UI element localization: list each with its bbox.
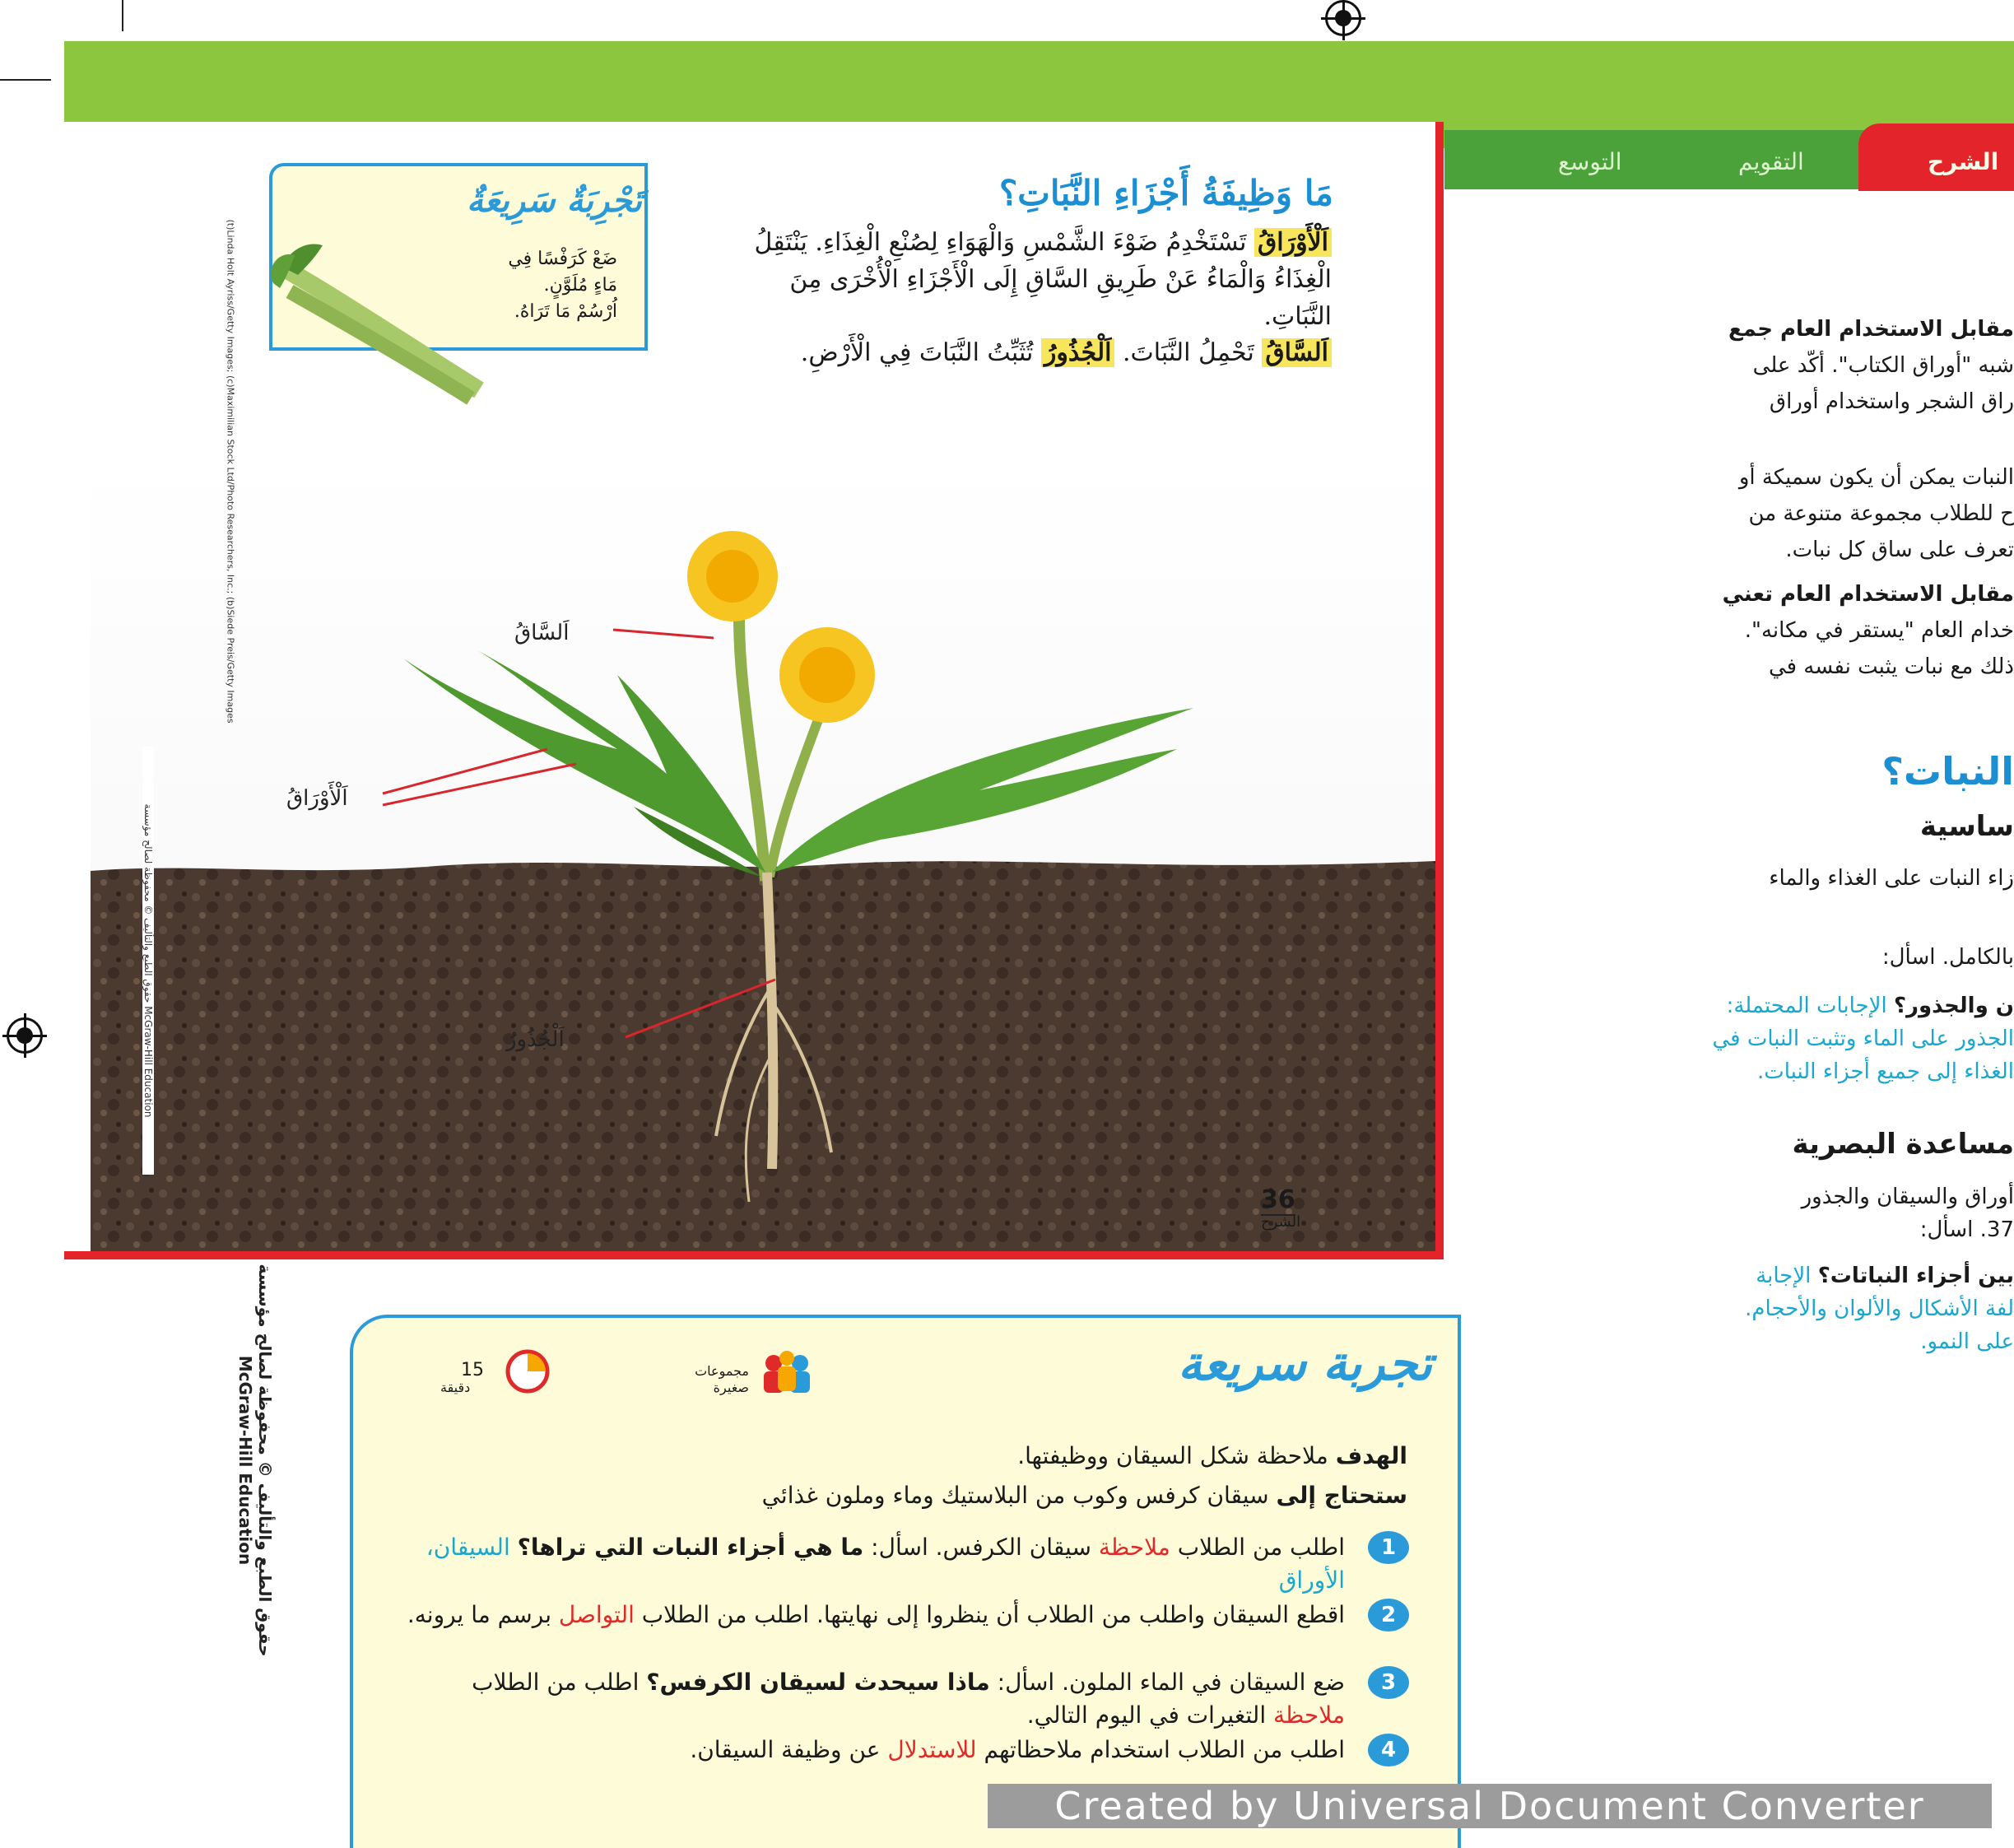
teacher-q-6: ن والجذور؟ xyxy=(1893,994,2014,1018)
step-2 xyxy=(407,1599,1409,1664)
teacher-para-7-line-2: 37. اسأل: xyxy=(1919,1217,2014,1242)
step-1-number: 1 xyxy=(1368,1531,1409,1564)
teacher-heading-main: النبات؟ xyxy=(1881,749,2014,794)
teacher-q-8: بين أجزاء النباتات؟ xyxy=(1817,1264,2014,1288)
teacher-para-4: زاء النبات على الغذاء والماء xyxy=(1769,866,2014,891)
step-1-text xyxy=(415,1531,1345,1597)
teacher-para-3-line-3: ذلك مع نبات يثبت نفسه في xyxy=(1768,654,2014,679)
page-section-label: الشرح xyxy=(1261,1213,1301,1231)
term-leaves: اَلْأَوْرَاقُ xyxy=(1254,228,1332,257)
step-1-answer: السيقان، الأوراق xyxy=(426,1534,1345,1594)
label-roots: اَلْجُذُورُ xyxy=(506,1027,565,1052)
side-copyright: حقوق الطبع والتأليف © محفوظة لصالح مؤسسة McGraw-Hill Education xyxy=(235,1264,275,1657)
crop-mark xyxy=(122,0,123,31)
step-3-skill: ملاحظة xyxy=(1273,1701,1345,1729)
roots-text: تُثَبِّتُ النَّبَاتَ فِي الْأَرْضِ. xyxy=(800,338,1041,367)
teacher-para-8 xyxy=(1547,1259,2014,1358)
paragraph-leaves xyxy=(741,224,1332,335)
small-groups-label-line-1: مجموعات xyxy=(695,1363,749,1379)
step-2-number: 2 xyxy=(1368,1599,1409,1632)
student-page-copyright: حقوق الطبع والتأليف © محفوظة لصالح مؤسسة McGraw-Hill Education xyxy=(142,747,154,1175)
teacher-a-6-line-3: الغذاء إلى جميع أجزاء النبات. xyxy=(1756,1059,2014,1084)
registration-mark-icon xyxy=(7,1017,43,1054)
teacher-para-7-line-1: أوراق والسيقان والجذور xyxy=(1801,1185,2014,1209)
teacher-a-8-line-3: على النمو. xyxy=(1920,1329,2014,1354)
step-4-text xyxy=(415,1734,1345,1767)
step-3 xyxy=(412,1666,1409,1732)
step-2-part-b: برسم ما يرونه. xyxy=(407,1601,559,1628)
teacher-para-3-line-2: خدام العام "يستقر في مكانه". xyxy=(1744,618,2014,643)
teacher-para-1-line-2: شبه "أوراق الكتاب". أكّد على xyxy=(1752,353,2014,378)
teacher-para-1-line-1: مقابل الاستخدام العام جمع xyxy=(1728,317,2014,342)
step-2-part-a: اقطع السيقان واطلب من الطلاب أن ينظروا إلى نهايتها. اطلب من الطلاب xyxy=(634,1601,1345,1628)
step-2-skill: التواصل xyxy=(558,1601,635,1628)
step-3-part-a: ضع السيقان في الماء الملون. اسأل: xyxy=(989,1669,1345,1696)
stem-text: تَحْمِلُ النَّبَاتَ. xyxy=(1114,338,1263,367)
teacher-para-6 xyxy=(1547,989,2014,1088)
registration-mark-icon xyxy=(1325,0,1361,36)
photo-credit: (t)Linda Holt Ayriss/Getty Images; (c)Maximilian Stock Ltd/Photo Researchers, Inc.; (b)Siede Preis/Getty Images xyxy=(225,219,236,724)
step-4-skill: للاستدلال xyxy=(887,1736,977,1763)
step-4-part-b: عن وظيفة السيقان. xyxy=(690,1736,888,1763)
goal-text: ملاحظة شكل السيقان ووظيفتها. xyxy=(1017,1442,1336,1469)
timer-icon xyxy=(498,1348,557,1394)
step-3-text xyxy=(415,1666,1345,1732)
quick-experiment-mini-line-2: مَاءٍ مُلَوَّنٍ. xyxy=(543,275,617,296)
crop-mark xyxy=(0,79,51,81)
small-groups-label xyxy=(650,1363,749,1396)
small-groups-icon xyxy=(757,1350,816,1396)
paragraph-stem-roots xyxy=(741,334,1332,372)
tab-evaluate[interactable]: التقويم xyxy=(1738,148,1804,175)
step-1-skill: ملاحظة xyxy=(1098,1534,1170,1561)
teacher-a-6-line-2: الجذور على الماء وتثبت النبات في xyxy=(1712,1026,2014,1051)
time-value: 15 xyxy=(461,1360,484,1380)
quick-experiment-mini-line-3: اُرْسُمْ مَا تَرَاهُ. xyxy=(514,301,617,322)
teacher-a-6-line-1: الإجابات المحتملة: xyxy=(1726,994,1887,1018)
materials-line xyxy=(428,1482,1407,1509)
label-leaves: اَلْأَوْرَاقُ xyxy=(286,786,348,811)
time-unit: دقيقة xyxy=(440,1380,471,1395)
page-number: 36 xyxy=(1261,1185,1295,1214)
step-3-part-b: التغيرات في اليوم التالي. xyxy=(1026,1701,1273,1729)
term-roots: اَلْجُذُورُ xyxy=(1041,338,1115,367)
paragraph-leaves-text: تَسْتَخْدِمُ ضَوْءَ الشَّمْسِ وَالْهَوَاءِ لِصُنْعِ الْغِذَاءِ. يَنْتَقِلُ الْغِذَاءُ وَالْمَاءُ عَنْ طَرِيقِ السَّاقِ إِلَى الْأَجْزَاءِ الْأُخْرَى مِنَ النَّبَاتِ. xyxy=(754,228,1332,331)
goal-line xyxy=(428,1442,1407,1469)
small-groups-label-line-2: صغيرة xyxy=(713,1380,749,1395)
step-3-question: ماذا سيحدث لسيقان الكرفس؟ xyxy=(646,1669,990,1696)
step-3-number: 3 xyxy=(1368,1666,1409,1699)
step-4-number: 4 xyxy=(1368,1734,1409,1767)
page-title: مَا وَظِيفَةُ أَجْزَاءِ النَّبَاتِ؟ xyxy=(999,173,1333,213)
materials-text: سيقان كرفس وكوب من البلاستيك وماء وملون غذائي xyxy=(761,1482,1277,1509)
step-1-question: ما هي أجزاء النبات التي تراها؟ xyxy=(517,1534,864,1561)
teacher-para-7 xyxy=(1547,1180,2014,1246)
quick-experiment-title: تجربة سريعة xyxy=(1178,1335,1432,1391)
teacher-para-3 xyxy=(1547,576,2014,685)
step-2-text xyxy=(390,1599,1345,1632)
teacher-heading-visual: مساعدة البصرية xyxy=(1792,1128,2014,1161)
tab-explain[interactable]: الشرح xyxy=(1928,148,1999,175)
teacher-para-1-line-3: راق الشجر واستخدام أوراق xyxy=(1769,389,2014,414)
materials-label: ستحتاج إلى xyxy=(1276,1482,1407,1509)
tab-extend[interactable]: التوسع xyxy=(1558,148,1622,175)
label-stem: اَلسَّاقُ xyxy=(514,621,570,645)
quick-experiment-mini-line-1: ضَعْ كَرَفْسًا فِي xyxy=(508,249,617,269)
teacher-heading-sub: ساسية xyxy=(1919,810,2014,843)
teacher-para-2-line-3: تعرف على ساق كل نبات. xyxy=(1785,538,2014,562)
converter-watermark: Created by Universal Document Converter xyxy=(988,1784,1992,1828)
plant-photo xyxy=(91,461,1435,1251)
quick-experiment-mini-title: تَجْرِبَةٌ سَرِيعَةٌ xyxy=(467,181,642,220)
teacher-a-8-line-2: لفة الأشكال والألوان والأحجام. xyxy=(1745,1296,2014,1321)
step-4-part-a: اطلب من الطلاب استخدام ملاحظاتهم xyxy=(976,1736,1345,1763)
dandelion-plant-image xyxy=(91,461,1435,1251)
step-1-part-b: سيقان الكرفس. اسأل: xyxy=(863,1534,1099,1561)
teacher-para-2-line-1: النبات يمكن أن يكون سميكة أو xyxy=(1738,465,2014,490)
step-3-part-b2: اطلب من الطلاب xyxy=(472,1669,647,1696)
teacher-para-5: بالكامل. اسأل: xyxy=(1881,945,2014,970)
teacher-a-8-line-1: الإجابة xyxy=(1756,1264,1812,1288)
teacher-para-2 xyxy=(1547,459,2014,568)
step-1-part-a: اطلب من الطلاب xyxy=(1170,1534,1345,1561)
step-1 xyxy=(412,1531,1409,1597)
teacher-para-1 xyxy=(1547,311,2014,420)
teacher-para-2-line-2: ح للطلاب مجموعة متنوعة من xyxy=(1748,501,2014,526)
goal-label: الهدف xyxy=(1335,1442,1407,1469)
term-stem: اَلسَّاقُ xyxy=(1262,338,1332,367)
teacher-para-3-line-1: مقابل الاستخدام العام تعني xyxy=(1722,582,2014,607)
